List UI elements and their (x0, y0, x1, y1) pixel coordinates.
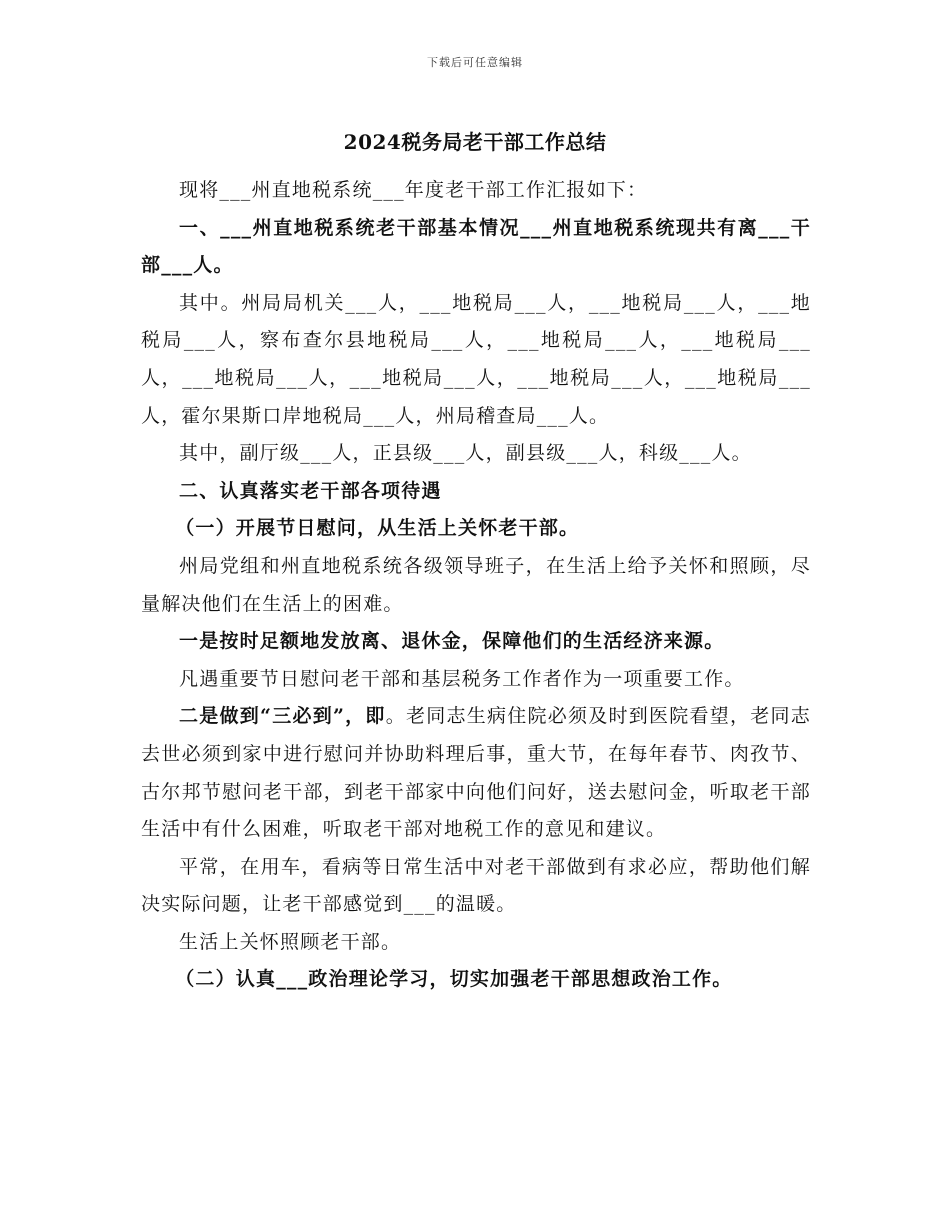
paragraph-daily-care: 平常，在用车，看病等日常生活中对老干部做到有求必应，帮助他们解决实际问题，让老干部感觉到___的温暖。 (141, 855, 811, 916)
paragraph-holiday-visits: 凡遇重要节日慰问老干部和基层税务工作者作为一项重要工作。 (179, 667, 745, 690)
document-title: 2024税务局老干部工作总结 (343, 130, 607, 154)
paragraph-rank-breakdown: 其中，副厅级___人，正县级___人，副县级___人，科级___人。 (179, 442, 752, 465)
document-body (141, 172, 811, 999)
paragraph-staff-breakdown: 其中。州局局机关___人，___地税局___人，___地税局___人，___地税局___人，察布查尔县地税局___人，___地税局___人，___地税局___人，___地税局___人，___地税局___人，___地税局___人，___地税局___人，霍尔果斯口岸地税局___人，州局稽查局___人。 (141, 291, 811, 427)
section-heading-2: 二、认真落实老干部各项待遇 (179, 479, 442, 502)
section-heading-1: 一、___州直地税系统老干部基本情况___州直地税系统现共有离___干部___人。 (141, 216, 811, 277)
paragraph-point-one: 一是按时足额地发放离、退休金，保障他们的生活经济来源。 (179, 630, 725, 653)
subsection-heading-2: （二）认真___政治理论学习，切实加强老干部思想政治工作。 (175, 968, 733, 991)
paragraph-point-two (141, 698, 811, 848)
paragraph-leadership-care: 州局党组和州直地税系统各级领导班子，在生活上给予关怀和照顾，尽量解决他们在生活上的困难。 (141, 554, 811, 615)
point-two-text: 。老同志生病住院必须及时到医院看望，老同志去世必须到家中进行慰问并协助料理后事，重大节，在每年春节、肉孜节、古尔邦节慰问老干部，到老干部家中向他们问好，送去慰问金，听取老干部生活中有什么困难，听取老干部对地税工作的意见和建议。 (141, 705, 812, 841)
paragraph-intro: 现将___州直地税系统___年度老干部工作汇报如下： (179, 179, 648, 201)
header-note: 下载后可任意编辑 (427, 56, 523, 69)
point-two-lead: 二是做到“三必到”，即 (179, 705, 386, 728)
subsection-heading-1: （一）开展节日慰问，从生活上关怀老干部。 (175, 517, 580, 540)
paragraph-life-care: 生活上关怀照顾老干部。 (179, 930, 402, 953)
